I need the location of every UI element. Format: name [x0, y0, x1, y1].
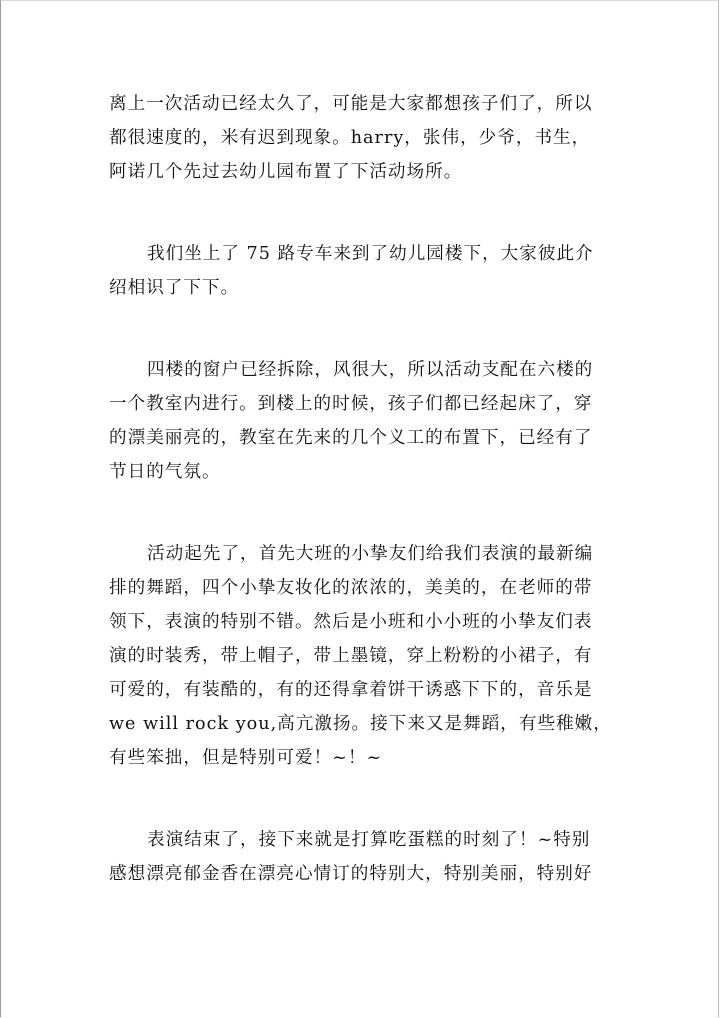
paragraph-spacer: [109, 489, 621, 537]
paragraph-4: [109, 537, 621, 775]
text-line: 表演结束了，接下来就是打算吃蛋糕的时刻了！~特别: [147, 830, 591, 850]
paragraph-5: [109, 823, 621, 891]
text-line: 一个教室内进行。到楼上的时候，孩子们都已经起床了，穿: [109, 394, 593, 414]
paragraph-3: [109, 353, 621, 489]
text-line: 有些笨拙，但是特别可爱！~！~: [109, 748, 383, 768]
text-line: 我们坐上了 75 路专车来到了幼儿园楼下，大家彼此介: [147, 244, 594, 264]
document-body: [109, 87, 621, 891]
text-line: 阿诺几个先过去幼儿园布置了下活动场所。: [109, 162, 463, 182]
text-line: 感想漂亮郁金香在漂亮心情订的特别大，特别美丽，特别好: [109, 864, 593, 884]
text-line: 绍相识了下下。: [109, 278, 240, 298]
paragraph-2: [109, 237, 621, 305]
text-line: 可爱的，有装酷的，有的还得拿着饼干诱惑下下的，音乐是: [109, 680, 593, 700]
text-line: 演的时装秀，带上帽子，带上墨镜，穿上粉粉的小裙子，有: [109, 646, 593, 666]
text-line: 的漂美丽亮的，教室在先来的几个义工的布置下，已经有了: [109, 428, 593, 448]
text-line: we will rock you,高亢激扬。接下来又是舞蹈，有些稚嫩，: [109, 714, 612, 734]
paragraph-spacer: [109, 775, 621, 823]
text-line: 离上一次活动已经太久了，可能是大家都想孩子们了，所以: [109, 94, 593, 114]
paragraph-spacer: [109, 189, 621, 237]
text-line: 排的舞蹈，四个小挚友妆化的浓浓的，美美的，在老师的带: [109, 578, 593, 598]
text-line: 都很速度的，米有迟到现象。harry，张伟，少爷，书生，: [109, 128, 591, 148]
text-line: 领下，表演的特别不错。然后是小班和小小班的小挚友们表: [109, 612, 593, 632]
text-line: 节日的气氛。: [109, 462, 221, 482]
paragraph-spacer: [109, 305, 621, 353]
paragraph-1: [109, 87, 621, 189]
text-line: 四楼的窗户已经拆除，风很大，所以活动支配在六楼的: [147, 360, 594, 380]
text-line: 活动起先了，首先大班的小挚友们给我们表演的最新编: [147, 544, 594, 564]
